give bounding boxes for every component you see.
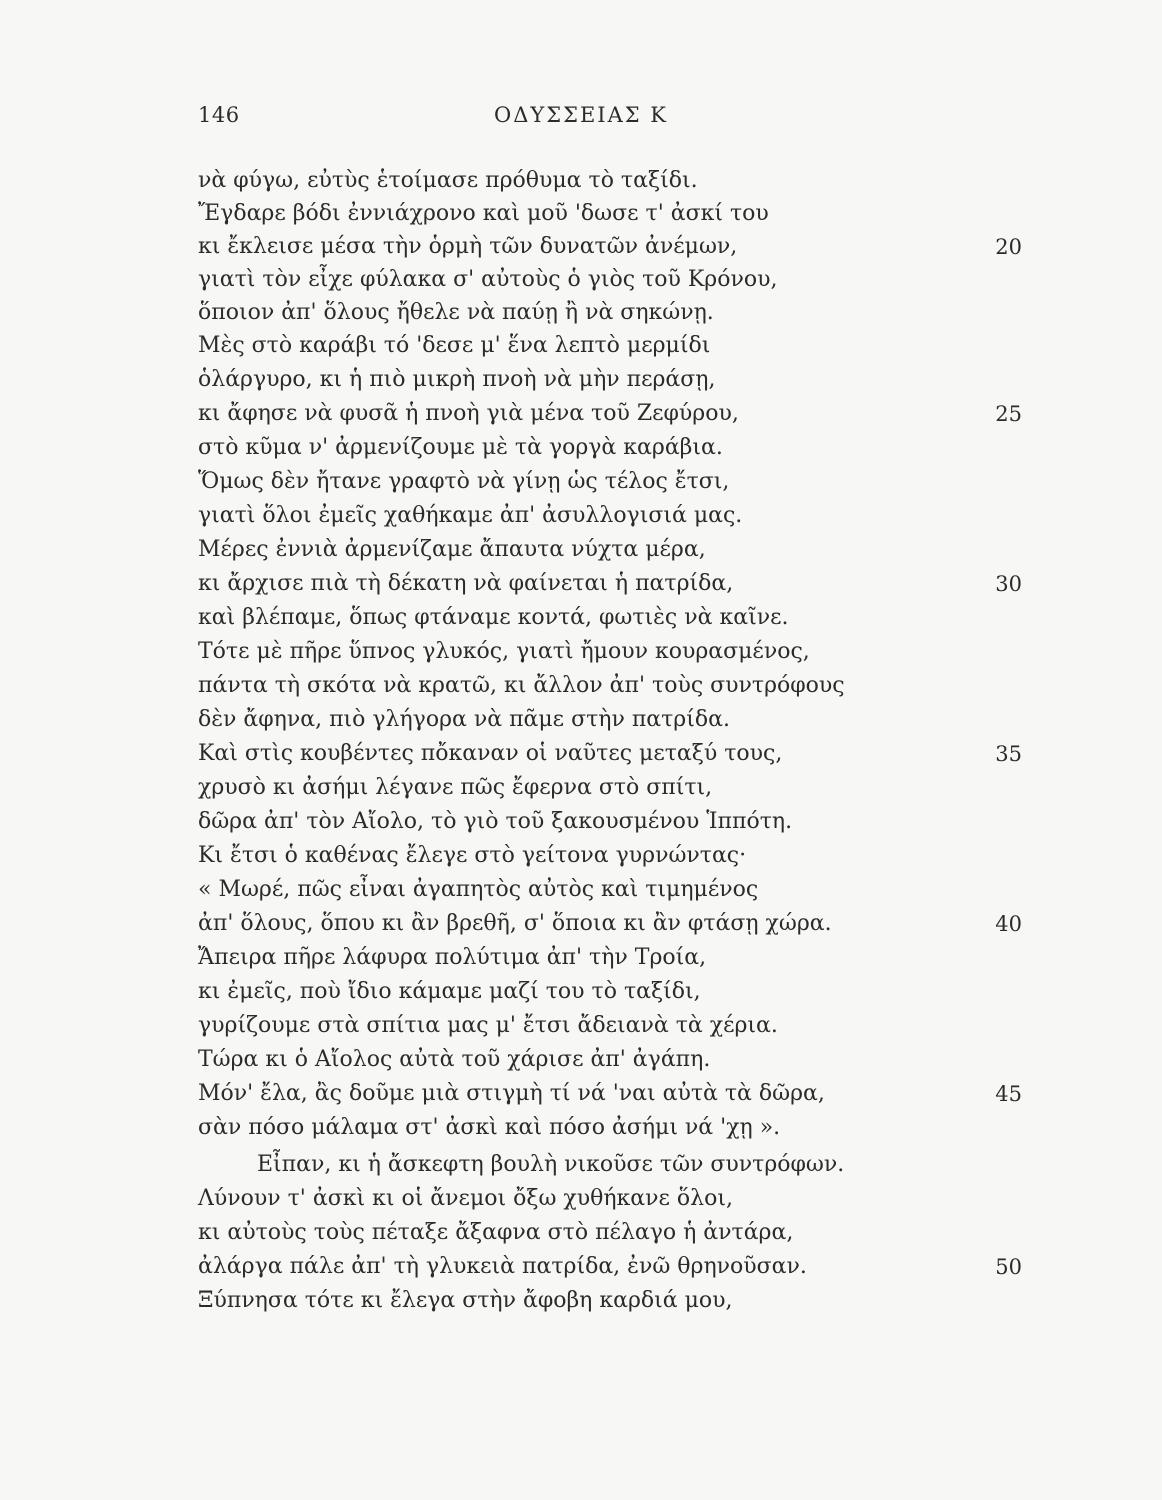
verse-line: Ἔγδαρε βόδι ἐννιάχρονο καὶ μοῦ 'δωσε τ' ἀσκί του bbox=[198, 201, 769, 226]
verse-line: Ὅμως δὲν ἤτανε γραφτὸ νὰ γίνῃ ὡς τέλος ἔτσι, bbox=[198, 469, 730, 494]
verse-line: Λύνουν τ' ἀσκὶ κι οἱ ἄνεμοι ὄξω χυθήκανε ὅλοι, bbox=[198, 1186, 733, 1211]
verse-line: κι ἄφησε νὰ φυσᾶ ἡ πνοὴ γιὰ μένα τοῦ Ζεφύρου, bbox=[198, 401, 739, 426]
verse-line: Ξύπνησα τότε κι ἔλεγα στὴν ἄφοβη καρδιά μου, bbox=[198, 1288, 733, 1313]
verse-line: ὅποιον ἀπ' ὅλους ἤθελε νὰ παύῃ ἢ νὰ σηκώνῃ. bbox=[198, 300, 714, 325]
verse-line: Μὲς στὸ καράβι τό 'δεσε μ' ἕνα λεπτὸ μερμίδι bbox=[198, 333, 711, 358]
line-number: 20 bbox=[995, 235, 1022, 259]
verse-line: Καὶ στὶς κουβέντες πὄκαναν οἱ ναῦτες μεταξύ τους, bbox=[198, 741, 783, 766]
verse-line: γιατὶ τὸν εἶχε φύλακα σ' αὐτοὺς ὁ γιὸς τοῦ Κρόνου, bbox=[198, 267, 778, 292]
line-number: 50 bbox=[995, 1255, 1022, 1279]
verse-line: γιατὶ ὅλοι ἐμεῖς χαθήκαμε ἀπ' ἀσυλλογισιά μας. bbox=[198, 503, 743, 528]
verse-line: στὸ κῦμα ν' ἀρμενίζουμε μὲ τὰ γοργὰ καράβια. bbox=[198, 435, 723, 460]
running-head: ΟΔΥΣΣΕΙΑΣ Κ bbox=[494, 103, 668, 127]
verse-line: δὲν ἄφηνα, πιὸ γλήγορα νὰ πᾶμε στὴν πατρίδα. bbox=[198, 707, 730, 732]
verse-line: γυρίζουμε στὰ σπίτια μας μ' ἔτσι ἄδειανὰ τὰ χέρια. bbox=[198, 1013, 778, 1038]
line-number: 45 bbox=[995, 1082, 1022, 1106]
verse-line: ὁλάργυρο, κι ἡ πιὸ μικρὴ πνοὴ νὰ μὴν περάσῃ, bbox=[198, 367, 716, 392]
verse-line: « Μωρέ, πῶς εἶναι ἀγαπητὸς αὐτὸς καὶ τιμημένος bbox=[198, 877, 759, 902]
verse-line: καὶ βλέπαμε, ὅπως φτάναμε κοντά, φωτιὲς νὰ καῖνε. bbox=[198, 605, 789, 630]
verse-line: πάντα τὴ σκότα νὰ κρατῶ, κι ἄλλον ἀπ' τοὺς συντρόφους bbox=[198, 673, 845, 698]
verse-line: ἀπ' ὅλους, ὅπου κι ἂν βρεθῆ, σ' ὅποια κι ἂν φτάσῃ χώρα. bbox=[198, 911, 832, 936]
verse-line: κι ἄρχισε πιὰ τὴ δέκατη νὰ φαίνεται ἡ πατρίδα, bbox=[198, 571, 734, 596]
verse-line: κι ἔκλεισε μέσα τὴν ὁρμὴ τῶν δυνατῶν ἀνέμων, bbox=[198, 234, 738, 259]
verse-line: Τώρα κι ὁ Αἴολος αὐτὰ τοῦ χάρισε ἀπ' ἀγάπη. bbox=[198, 1047, 711, 1072]
verse-line: δῶρα ἀπ' τὸν Αἴολο, τὸ γιὸ τοῦ ξακουσμένου Ἱππότη. bbox=[198, 809, 793, 834]
verse-line: χρυσὸ κι ἀσήμι λέγανε πῶς ἔφερνα στὸ σπίτι, bbox=[198, 775, 713, 800]
verse-line: Κι ἔτσι ὁ καθένας ἔλεγε στὸ γείτονα γυρνώντας· bbox=[198, 843, 747, 868]
line-number: 25 bbox=[995, 402, 1022, 426]
verse-line: Εἶπαν, κι ἡ ἄσκεφτη βουλὴ νικοῦσε τῶν συντρόφων. bbox=[257, 1152, 845, 1177]
verse-line: Μέρες ἐννιὰ ἀρμενίζαμε ἄπαυτα νύχτα μέρα, bbox=[198, 537, 706, 562]
verse-line: σὰν πόσο μάλαμα στ' ἀσκὶ καὶ πόσο ἀσήμι νά 'χῃ ». bbox=[198, 1115, 781, 1140]
verse-line: κι ἐμεῖς, ποὺ ἴδιο κάμαμε μαζί του τὸ ταξίδι, bbox=[198, 979, 701, 1004]
page-number: 146 bbox=[198, 103, 240, 127]
line-number: 40 bbox=[995, 912, 1022, 936]
line-number: 30 bbox=[995, 572, 1022, 596]
verse-line: ἀλάργα πάλε ἀπ' τὴ γλυκειὰ πατρίδα, ἐνῶ θρηνοῦσαν. bbox=[198, 1254, 807, 1279]
line-number: 35 bbox=[995, 742, 1022, 766]
verse-line: κι αὐτοὺς τοὺς πέταξε ἄξαφνα στὸ πέλαγο ἡ ἀντάρα, bbox=[198, 1220, 794, 1245]
verse-line: νὰ φύγω, εὐτὺς ἑτοίμασε πρόθυμα τὸ ταξίδι. bbox=[198, 168, 698, 193]
verse-line: Ἄπειρα πῆρε λάφυρα πολύτιμα ἀπ' τὴν Τροία, bbox=[198, 945, 707, 970]
verse-line: Τότε μὲ πῆρε ὕπνος γλυκός, γιατὶ ἤμουν κουρασμένος, bbox=[198, 639, 810, 664]
verse-line: Μόν' ἔλα, ἂς δοῦμε μιὰ στιγμὴ τί νά 'ναι αὐτὰ τὰ δῶρα, bbox=[198, 1081, 825, 1106]
